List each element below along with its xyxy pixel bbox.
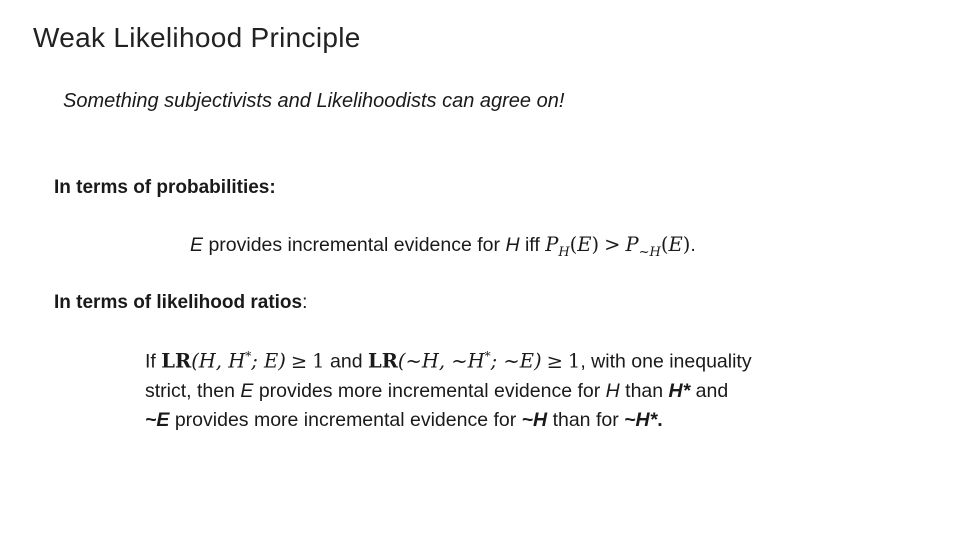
likelihood-ratios-heading-text: In terms of likelihood ratios <box>54 292 303 313</box>
var-E: E <box>190 234 204 256</box>
text-and: and <box>330 350 363 373</box>
lr-star-2: * <box>484 349 491 363</box>
text-than-for: than for <box>552 408 619 431</box>
one-1: 1 <box>312 349 325 373</box>
paren-close-1: ) <box>591 233 600 256</box>
lr-args-1a: (H, H <box>191 349 246 373</box>
var-notHstar: ~H* <box>624 408 658 431</box>
prob-P-notH: P <box>625 233 639 256</box>
probability-statement <box>190 233 696 260</box>
text-provides-more-1: provides more incremental evidence for <box>258 379 601 402</box>
prob-P-notH-sub: ~H <box>638 244 661 260</box>
text-and-2: and <box>695 379 729 402</box>
text-provides: provides incremental evidence for <box>208 234 501 256</box>
text-if: If <box>145 350 156 373</box>
lr-label-1: LR <box>161 349 192 373</box>
paren-open-2: ( <box>660 233 669 256</box>
var-E-2: E <box>240 379 254 402</box>
greater-than: > <box>604 233 621 256</box>
statement-period: . <box>690 234 696 256</box>
var-H-2: H <box>605 379 620 402</box>
lr-star-1: * <box>245 349 252 363</box>
likelihood-ratio-statement <box>145 342 752 435</box>
text-than-1: than <box>625 379 664 402</box>
text-iff: iff <box>524 234 540 256</box>
likelihood-ratios-heading <box>54 292 307 314</box>
statement-line-1 <box>145 342 752 377</box>
geq-2: ≥ <box>546 349 563 373</box>
lr-label-2: LR <box>367 349 398 373</box>
lr-args-2b: ; ~E) <box>490 349 542 373</box>
prob-arg-E-2: E <box>668 233 683 256</box>
geq-1: ≥ <box>290 349 308 373</box>
text-tail-1: , with one inequality <box>580 350 752 373</box>
lr-args-1b: ; E) <box>251 349 286 373</box>
statement-end-period: . <box>657 408 663 431</box>
statement-line-2 <box>145 377 752 406</box>
paren-open-1: ( <box>569 233 578 256</box>
paren-close-2: ) <box>682 233 691 256</box>
var-notH: ~H <box>521 408 548 431</box>
prob-P-H: P <box>545 233 559 256</box>
prob-arg-E-1: E <box>577 233 592 256</box>
slide-title: Weak Likelihood Principle <box>33 22 361 53</box>
statement-line-3 <box>145 406 752 435</box>
probabilities-heading: In terms of probabilities: <box>54 177 276 198</box>
text-provides-more-2: provides more incremental evidence for <box>174 408 517 431</box>
var-notE: ~E <box>145 408 170 431</box>
text-strict-then: strict, then <box>145 379 235 402</box>
likelihood-ratios-heading-colon: : <box>302 292 308 313</box>
var-H: H <box>505 234 520 256</box>
slide-subtitle: Something subjectivists and Likelihoodists can agree on! <box>63 90 565 112</box>
lr-args-2a: (~H, ~H <box>397 349 485 373</box>
prob-P-H-sub: H <box>558 244 570 260</box>
one-2: 1 <box>567 349 581 373</box>
var-Hstar: H* <box>668 379 691 402</box>
